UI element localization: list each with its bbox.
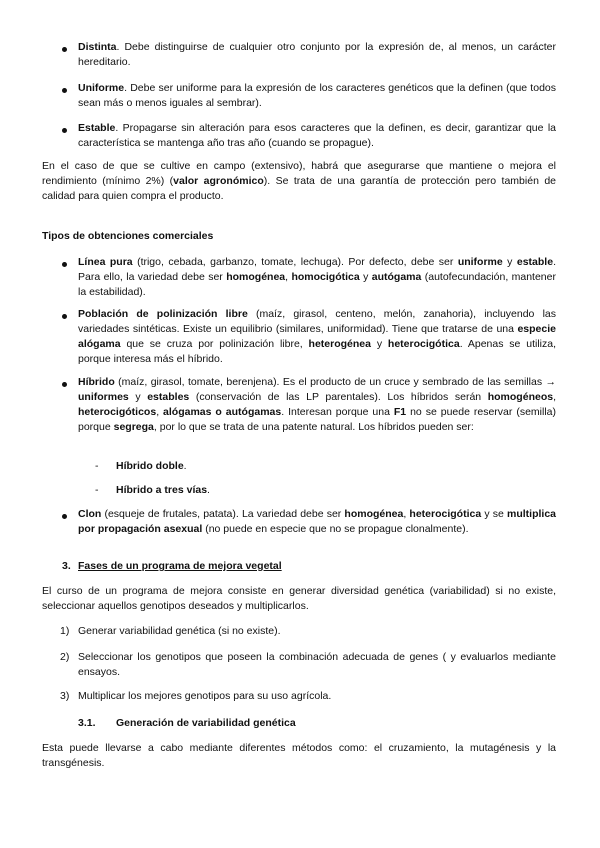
hibrido-tres-vias-term: Híbrido a tres vías	[116, 484, 208, 496]
campo-paragraph	[42, 159, 556, 204]
campo-text-pre: En el caso de que se cultive en campo (extensivo), habrá que asegurarse que mantiene o mejora el rendimiento (mínimo 2%) (	[42, 160, 556, 187]
criterion-text: . Debe distinguirse de cualquier otro conjunto por la expresión de, al menos, un carácter hereditario.	[78, 41, 556, 68]
bold-run: autógama	[371, 271, 422, 283]
tipos-heading	[42, 229, 556, 244]
section3-intro-text: El curso de un programa de mejora consiste en generar diversidad genética (variabilidad) si no existe, seleccionar aquellos genotipos deseados y multiplicarlos.	[42, 585, 556, 612]
bullet-icon	[62, 314, 67, 319]
section31-text: Esta puede llevarse a cabo mediante diferentes métodos como: el cruzamiento, la mutagénesis y la transgénesis.	[42, 742, 556, 769]
text-run: (esqueje de frutales, patata). La variedad debe ser	[101, 508, 345, 520]
text-run: que se cruza por polinización libre,	[120, 338, 309, 350]
hibrido-tres-vias	[116, 483, 416, 498]
hibrido-doble-term: Híbrido doble	[116, 460, 184, 472]
step-text: Multiplicar los mejores genotipos para su uso agrícola.	[78, 690, 332, 702]
text-run: , por lo que se trata de una patente natural. Los híbridos pueden ser:	[153, 421, 474, 433]
section3-intro	[42, 584, 556, 614]
section31-title	[116, 716, 516, 731]
section31-number	[78, 716, 96, 731]
bold-run: homogénea	[344, 508, 404, 520]
text-run: .	[183, 460, 187, 472]
bold-run: heterocigótica	[409, 508, 482, 520]
text-run: ,	[403, 508, 410, 520]
bold-run: heterocigótica	[387, 338, 460, 350]
section3-number	[62, 559, 71, 574]
section31-number-text: 3.1.	[78, 717, 96, 729]
bold-run: especie alógama	[78, 323, 556, 350]
bullet-icon	[62, 262, 67, 267]
bold-run: estables	[147, 391, 190, 403]
text-run: no se puede reservar (semilla) porque	[78, 406, 556, 433]
step-text: Generar variabilidad genética (si no existe).	[78, 625, 281, 637]
valor-agronomico: valor agronómico	[173, 175, 264, 187]
step-item	[78, 624, 556, 639]
bullet-icon	[62, 382, 67, 387]
text-run: (autofecundación, mantener la estabilidad).	[78, 271, 556, 298]
bold-run: heterocigóticos	[78, 406, 157, 418]
criterion-text: . Debe ser uniforme para la expresión de los caracteres genéticos que la definen (que todos sean más o menos iguales al sembrar).	[78, 82, 556, 109]
criterion-text: . Propagarse sin alteración para esos caracteres que la definen, es decir, garantizar que la característica se mantenga año tras año (cuando se propague).	[78, 122, 556, 149]
poblacion-item	[78, 307, 556, 367]
step-number: 1)	[60, 625, 70, 637]
text-run: y	[359, 271, 372, 283]
text-run: . Interesan porque una	[281, 406, 394, 418]
text-run: .	[207, 484, 210, 496]
hibrido-doble	[116, 459, 416, 474]
step-item	[78, 689, 556, 704]
text-run: (conservación de las LP parentales). Los híbridos serán	[189, 391, 488, 403]
criterion-term: Estable	[78, 122, 116, 134]
step-text: Seleccionar los genotipos que poseen la combinación adecuada de genes ( y evaluarlos mediante ensayos.	[78, 651, 556, 678]
text-run: y	[502, 256, 517, 268]
bullet-icon	[62, 47, 67, 52]
text-run: (trigo, cebada, garbanzo, tomate, lechuga). Por defecto, debe ser	[132, 256, 458, 268]
text-run: . Apenas se utiliza, porque interesa más el híbrido.	[78, 338, 556, 365]
linea-pura-item	[78, 255, 556, 300]
bullet-icon	[62, 128, 67, 133]
text-run: (maíz, girasol, centeno, melón, zanahoria), incluyendo las variedades sintéticas. Existe un equilibrio (similares, uniformidad). Tiene que tratarse de una	[78, 308, 556, 335]
bold-run: homocigótica	[291, 271, 360, 283]
criterion-term: Uniforme	[78, 82, 125, 94]
criterion-distinta	[78, 40, 556, 70]
dash-marker: -	[95, 460, 99, 472]
text-run: ,	[285, 271, 292, 283]
criterion-term: Distinta	[78, 41, 117, 53]
section31-paragraph	[42, 741, 556, 771]
step-number: 2)	[60, 651, 70, 663]
text-run: . Para ello, la variedad debe ser	[78, 256, 556, 283]
bullet-icon	[62, 514, 67, 519]
bold-run: alógamas o autógamas	[163, 406, 282, 418]
bold-run: uniformes	[78, 391, 129, 403]
criterion-uniforme	[78, 81, 556, 111]
text-run: y	[128, 391, 148, 403]
campo-text-post: ). Se trata de una garantía de protección pero también de calidad para quien compra el producto.	[42, 175, 556, 202]
clon-term: Clon	[78, 508, 102, 520]
step-item	[78, 650, 556, 680]
linea-pura-term: Línea pura	[78, 256, 133, 268]
text-run: y se	[481, 508, 507, 520]
section31-title-text: Generación de variabilidad genética	[116, 717, 296, 729]
text-run: ,	[156, 406, 164, 418]
bold-run: homogénea	[226, 271, 286, 283]
hibrido-item	[78, 375, 556, 435]
bold-run: heterogénea	[308, 338, 371, 350]
hibrido-term: Híbrido	[78, 376, 115, 388]
bold-run: homogéneos	[487, 391, 554, 403]
tipos-heading-text: Tipos de obtenciones comerciales	[42, 230, 214, 242]
text-run: ,	[553, 391, 556, 403]
section3-number-text: 3.	[62, 560, 71, 572]
bold-run: F1	[393, 406, 407, 418]
criterion-estable	[78, 121, 556, 151]
dash-marker: -	[95, 484, 99, 496]
clon-item	[78, 507, 556, 537]
poblacion-term: Población de polinización libre	[78, 308, 248, 320]
text-run: (no puede en especie que no se propague clonalmente).	[202, 523, 469, 535]
step-number: 3)	[60, 690, 70, 702]
bold-run: multiplica por propagación asexual	[78, 508, 556, 535]
bold-run: segrega	[113, 421, 154, 433]
bullet-icon	[62, 88, 67, 93]
bold-run: estable	[516, 256, 554, 268]
text-run: y	[370, 338, 388, 350]
section3-title-text: Fases de un programa de mejora vegetal	[78, 560, 282, 572]
text-run: (maíz, girasol, tomate, berenjena). Es el producto de un cruce y sembrado de las semillas →	[114, 376, 556, 388]
section3-title	[78, 559, 478, 574]
bold-run: uniforme	[457, 256, 503, 268]
